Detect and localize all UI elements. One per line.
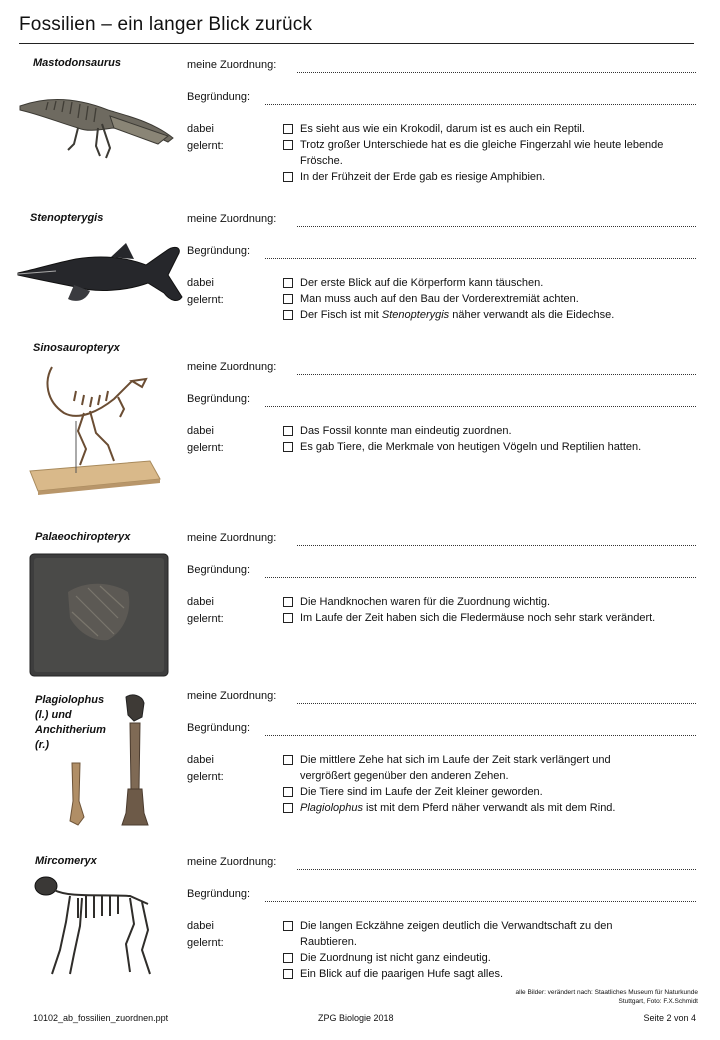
page-title: Fossilien – ein langer Blick zurück (19, 14, 313, 35)
checkbox[interactable] (283, 442, 293, 452)
checkbox[interactable] (283, 969, 293, 979)
checkbox[interactable] (283, 294, 293, 304)
checkbox[interactable] (283, 140, 293, 150)
checkbox[interactable] (283, 278, 293, 288)
option-item[interactable]: Es sieht aus wie ein Krokodil, darum ist es auch ein Reptil. (283, 121, 703, 137)
fossil-name: Palaeochiropteryx (35, 531, 131, 543)
zuordnung-label: meine Zuordnung: (187, 361, 277, 373)
palaeochiropteryx-slab-image (28, 552, 170, 678)
checkbox[interactable] (283, 787, 293, 797)
zuordnung-answer-line[interactable] (297, 226, 696, 227)
checkbox[interactable] (283, 124, 293, 134)
zuordnung-label: meine Zuordnung: (187, 59, 277, 71)
begruendung-label: Begründung: (187, 722, 250, 734)
option-item[interactable]: Man muss auch auf den Bau der Vorderextremiät achten. (283, 291, 703, 307)
begruendung-label: Begründung: (187, 245, 250, 257)
plagiolophus-foot-bones-image (64, 761, 88, 827)
option-item[interactable]: Ein Blick auf die paarigen Hufe sagt alles. (283, 966, 663, 982)
footer-center-label: ZPG Biologie 2018 (318, 1013, 394, 1023)
begruendung-answer-line[interactable] (265, 577, 696, 578)
option-item[interactable]: Die Tiere sind im Laufe der Zeit kleiner geworden. (283, 784, 663, 800)
option-item[interactable]: Das Fossil konnte man eindeutig zuordnen. (283, 423, 703, 439)
option-item[interactable]: Der Fisch ist mit Stenopterygis näher verwandt als die Eidechse. (283, 307, 703, 323)
begruendung-answer-line[interactable] (265, 735, 696, 736)
options-list (283, 594, 703, 626)
begruendung-answer-line[interactable] (265, 258, 696, 259)
begruendung-label: Begründung: (187, 564, 250, 576)
zuordnung-label: meine Zuordnung: (187, 213, 277, 225)
begruendung-answer-line[interactable] (265, 104, 696, 105)
option-item[interactable]: Die Zuordnung ist nicht ganz eindeutig. (283, 950, 663, 966)
options-list (283, 275, 703, 323)
checkbox[interactable] (283, 921, 293, 931)
footer-page-number: Seite 2 von 4 (643, 1013, 696, 1023)
dabei-gelernt-label: dabei gelernt: (187, 754, 224, 783)
footer-filename: 10102_ab_fossilien_zuordnen.ppt (33, 1013, 169, 1023)
checkbox[interactable] (283, 953, 293, 963)
mircomeryx-skeleton-image (30, 874, 170, 984)
option-item[interactable]: Die Handknochen waren für die Zuordnung wichtig. (283, 594, 703, 610)
dabei-gelernt-label: dabei gelernt: (187, 277, 224, 306)
options-list (283, 423, 703, 455)
dabei-gelernt-label: dabei gelernt: (187, 596, 224, 625)
fossil-name: Mircomeryx (35, 855, 97, 867)
stenopterygis-fossil-image (16, 241, 186, 306)
checkbox[interactable] (283, 803, 293, 813)
checkbox[interactable] (283, 755, 293, 765)
zuordnung-answer-line[interactable] (297, 545, 696, 546)
checkbox[interactable] (283, 597, 293, 607)
zuordnung-answer-line[interactable] (297, 703, 696, 704)
zuordnung-answer-line[interactable] (297, 72, 696, 73)
checkbox[interactable] (283, 426, 293, 436)
options-list (283, 918, 663, 982)
begruendung-answer-line[interactable] (265, 901, 696, 902)
zuordnung-label: meine Zuordnung: (187, 532, 277, 544)
option-item[interactable]: Es gab Tiere, die Merkmale von heutigen Vögeln und Reptilien hatten. (283, 439, 703, 455)
dabei-gelernt-label: dabei gelernt: (187, 123, 224, 152)
fossil-name: Mastodonsaurus (33, 57, 122, 69)
option-item[interactable]: Die mittlere Zehe hat sich im Laufe der Zeit stark verlängert und vergrößert gegenüber den anderen Zehen. (283, 752, 663, 784)
option-item[interactable]: In der Frühzeit der Erde gab es riesige Amphibien. (283, 169, 703, 185)
mastodonsaurus-skeleton-image (18, 88, 178, 163)
sinosauropteryx-skeleton-image (24, 361, 164, 496)
checkbox[interactable] (283, 172, 293, 182)
fossil-name: Plagiolophus (l.) und Anchitherium (r.) (35, 694, 106, 751)
option-item[interactable]: Die langen Eckzähne zeigen deutlich die Verwandtschaft zu den Raubtieren. (283, 918, 663, 950)
begruendung-label: Begründung: (187, 393, 250, 405)
begruendung-label: Begründung: (187, 888, 250, 900)
checkbox[interactable] (283, 310, 293, 320)
begruendung-label: Begründung: (187, 91, 250, 103)
dabei-gelernt-label: dabei gelernt: (187, 425, 224, 454)
image-credit: alle Bilder: verändert nach: Staatliches Museum für Naturkunde Stuttgart, Foto: F.X.Schmidt (515, 989, 698, 1005)
title-divider (19, 43, 694, 44)
option-item[interactable]: Im Laufe der Zeit haben sich die Fledermäuse noch sehr stark verändert. (283, 610, 703, 626)
options-list (283, 121, 703, 185)
begruendung-answer-line[interactable] (265, 406, 696, 407)
zuordnung-answer-line[interactable] (297, 869, 696, 870)
zuordnung-label: meine Zuordnung: (187, 690, 277, 702)
checkbox[interactable] (283, 613, 293, 623)
option-item[interactable]: Der erste Blick auf die Körperform kann täuschen. (283, 275, 703, 291)
zuordnung-label: meine Zuordnung: (187, 856, 277, 868)
anchitherium-leg-bones-image (114, 693, 154, 829)
option-item[interactable]: Trotz großer Unterschiede hat es die gleiche Fingerzahl wie heute lebende Frösche. (283, 137, 703, 169)
option-item[interactable]: Plagiolophus ist mit dem Pferd näher verwandt als mit dem Rind. (283, 800, 663, 816)
fossil-name: Stenopterygis (30, 212, 104, 224)
fossil-name: Sinosauropteryx (33, 342, 120, 354)
options-list (283, 752, 663, 816)
zuordnung-answer-line[interactable] (297, 374, 696, 375)
dabei-gelernt-label: dabei gelernt: (187, 920, 224, 949)
